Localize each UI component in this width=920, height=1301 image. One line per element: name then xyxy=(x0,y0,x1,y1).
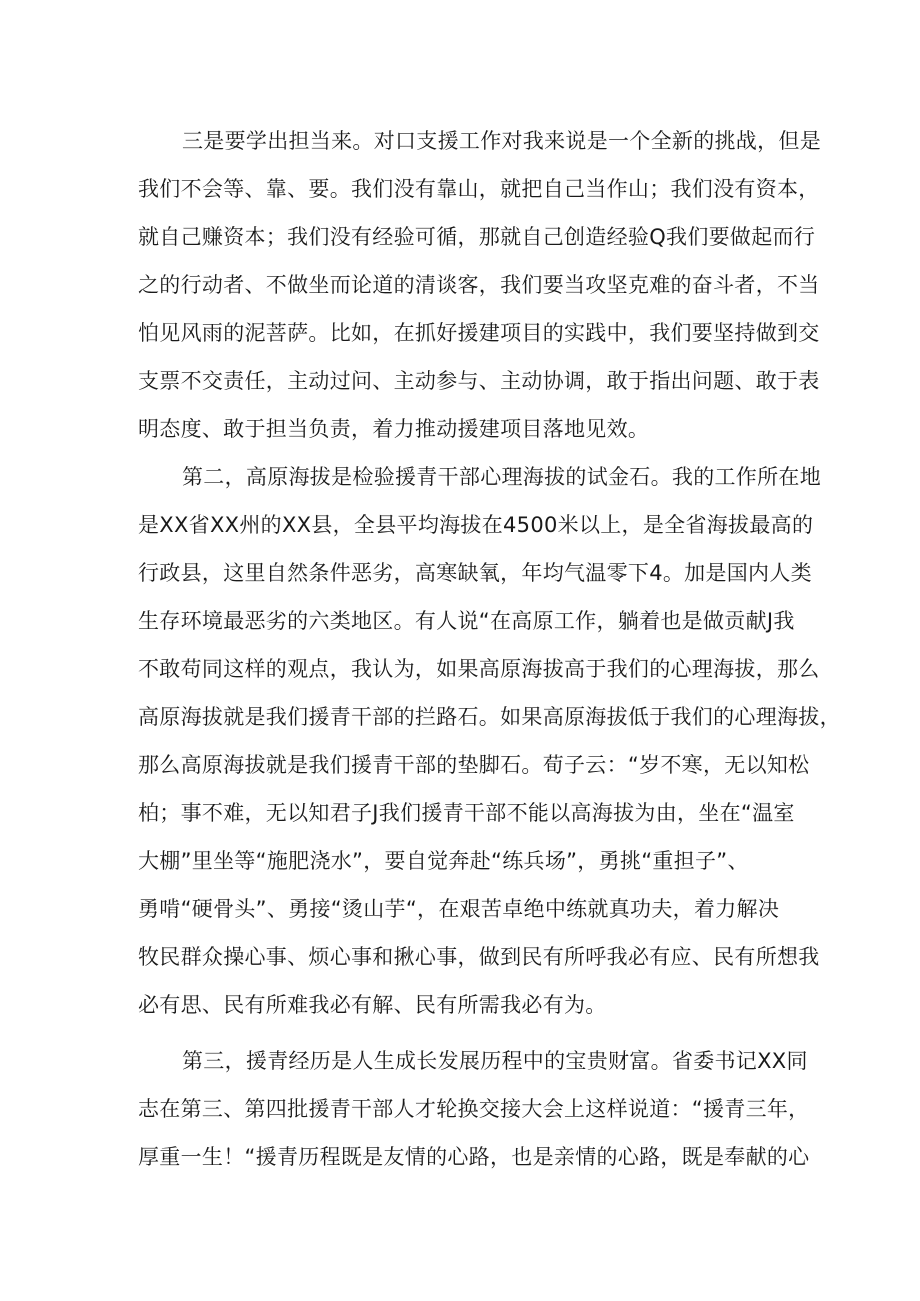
paragraph-line: 支票不交责任，主动过问、主动参与、主动协调，敢于指出问题、敢于表 xyxy=(138,369,820,393)
paragraph-line: 就自己赚资本；我们没有经验可循，那就自己创造经验Q我们要做起而行 xyxy=(138,225,816,249)
paragraph-line: 高原海拔就是我们援青干部的拦路石。如果高原海拔低于我们的心理海拔， xyxy=(138,705,841,729)
paragraph-line: 不敢苟同这样的观点，我认为，如果高原海拔高于我们的心理海拔，那么 xyxy=(138,657,820,681)
paragraph-line: 第二，高原海拔是检验援青干部心理海拔的试金石。我的工作所在地 xyxy=(182,465,821,489)
paragraph-line: 勇啃“硬骨头”、勇接“烫山芋“，在艰苦卓绝中练就真功夫，着力解决 xyxy=(138,897,780,921)
paragraph-line: 生存环境最恶劣的六类地区。有人说“在高原工作，躺着也是做贡献J我 xyxy=(138,609,795,633)
paragraph-line: 牧民群众操心事、烦心事和揪心事，做到民有所呼我必有应、民有所想我 xyxy=(138,945,820,969)
paragraph-line: 志在第三、第四批援青干部人才轮换交接大会上这样说道：“援青三年， xyxy=(138,1097,810,1121)
paragraph-line: 怕见风雨的泥菩萨。比如，在抓好援建项目的实践中，我们要坚持做到交 xyxy=(138,321,820,345)
paragraph-line: 行政县，这里自然条件恶劣，高寒缺氧，年均气温零下4。加是国内人类 xyxy=(138,561,812,585)
paragraph-line: 厚重一生！“援青历程既是友情的心路，也是亲情的心路，既是奉献的心 xyxy=(138,1145,810,1169)
paragraph-line: 明态度、敢于担当负责，着力推动援建项目落地见效。 xyxy=(138,417,650,441)
paragraph-line: 大棚”里坐等“施肥浇水”，要自觉奔赴“练兵场”，勇挑“重担子”、 xyxy=(138,849,749,873)
paragraph-line: 之的行动者、不做坐而论道的清谈客，我们要当攻坚克难的奋斗者，不当 xyxy=(138,273,820,297)
paragraph-line: 我们不会等、靠、要。我们没有靠山，就把自己当作山；我们没有资本， xyxy=(138,177,820,201)
paragraph-line: 第三，援青经历是人生成长发展历程中的宝贵财富。省委书记XX同 xyxy=(182,1049,808,1073)
paragraph-line: 三是要学出担当来。对口支援工作对我来说是一个全新的挑战，但是 xyxy=(182,129,821,153)
paragraph-line: 柏；事不难，无以知君子J我们援青干部不能以高海拔为由，坐在“温室 xyxy=(138,801,795,825)
paragraph-line: 必有思、民有所难我必有解、民有所需我必有为。 xyxy=(138,993,607,1017)
paragraph-line: 是XX省XX州的XX县，全县平均海拔在4500米以上，是全省海拔最高的 xyxy=(138,513,814,537)
paragraph-line: 那么高原海拔就是我们援青干部的垫脚石。荀子云：“岁不寒，无以知松 xyxy=(138,753,810,777)
